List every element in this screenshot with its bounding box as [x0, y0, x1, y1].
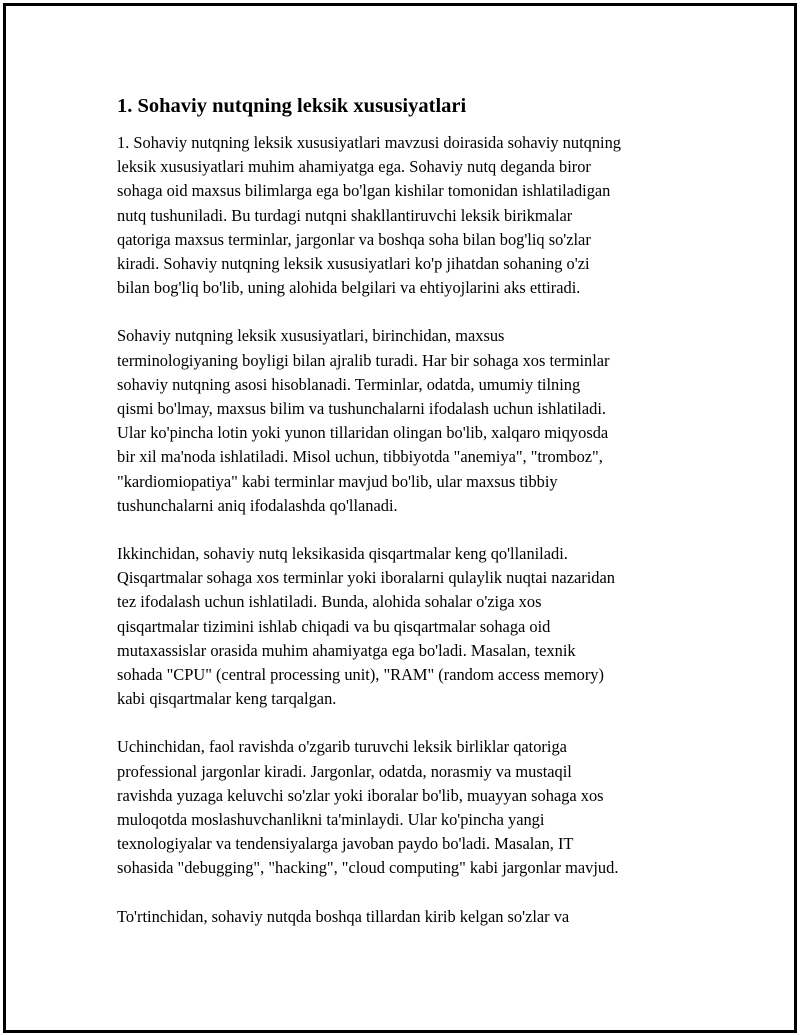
text-line: sohaviy nutqning asosi hisoblanadi. Terminlar, odatda, umumiy tilning	[117, 374, 581, 394]
text-line: qisqartmalar tizimini ishlab chiqadi va bu qisqartmalar sohaga oid	[117, 616, 551, 636]
text-line: kabi qisqartmalar keng tarqalgan.	[117, 689, 337, 709]
text-line: tushunchalarni aniq ifodalashda qo'llanadi.	[117, 495, 398, 515]
text-line: sohasida "debugging", "hacking", "cloud computing" kabi jargonlar mavjud.	[117, 858, 619, 878]
text-line: bilan bog'liq bo'lib, uning alohida belgilari va ehtiyojlarini aks ettiradi.	[117, 278, 581, 298]
text-line: leksik xususiyatlari muhim ahamiyatga ega. Sohaviy nutq deganda biror	[117, 157, 591, 177]
paragraph-5	[117, 905, 692, 929]
section-heading: 1. Sohaviy nutqning leksik xususiyatlari	[117, 95, 467, 117]
text-line: kiradi. Sohaviy nutqning leksik xususiyatlari ko'p jihatdan sohaning o'zi	[117, 254, 590, 274]
text-line: nutq tushuniladi. Bu turdagi nutqni shakllantiruvchi leksik birikmalar	[117, 205, 573, 225]
text-line: To'rtinchidan, sohaviy nutqda boshqa tillardan kirib kelgan so'zlar va	[117, 906, 570, 926]
text-line: Ikkinchidan, sohaviy nutq leksikasida qisqartmalar keng qo'llaniladi.	[117, 544, 568, 564]
text-line: terminologiyaning boyligi bilan ajralib turadi. Har bir sohaga xos terminlar	[117, 350, 610, 370]
document-body	[117, 92, 692, 953]
text-line: ravishda yuzaga keluvchi so'zlar yoki iboralar bo'lib, muayyan sohaga xos	[117, 785, 604, 805]
text-line: texnologiyalar va tendensiyalarga javoban paydo bo'ladi. Masalan, IT	[117, 834, 574, 854]
text-line: tez ifodalash uchun ishlatiladi. Bunda, alohida sohalar o'ziga xos	[117, 592, 542, 612]
text-line: sohaga oid maxsus bilimlarga ega bo'lgan kishilar tomonidan ishlatiladigan	[117, 181, 611, 201]
paragraph-4	[117, 735, 692, 880]
text-line: Ular ko'pincha lotin yoki yunon tillaridan olingan bo'lib, xalqaro miqyosda	[117, 423, 609, 443]
text-line: Uchinchidan, faol ravishda o'zgarib turuvchi leksik birliklar qatoriga	[117, 737, 567, 757]
paragraph-1	[117, 131, 692, 300]
text-line: Sohaviy nutqning leksik xususiyatlari, birinchidan, maxsus	[117, 326, 505, 346]
paragraph-2	[117, 324, 692, 518]
text-line: Qisqartmalar sohaga xos terminlar yoki iboralarni qulaylik nuqtai nazaridan	[117, 568, 615, 588]
text-line: qismi bo'lmay, maxsus bilim va tushunchalarni ifodalash uchun ishlatiladi.	[117, 399, 606, 419]
paragraph-3	[117, 542, 692, 711]
text-line: muloqotda moslashuvchanlikni ta'minlaydi. Ular ko'pincha yangi	[117, 810, 545, 830]
text-line: professional jargonlar kiradi. Jargonlar, odatda, norasmiy va mustaqil	[117, 761, 572, 781]
text-line: sohada "CPU" (central processing unit), "RAM" (random access memory)	[117, 665, 604, 685]
text-line: mutaxassislar orasida muhim ahamiyatga ega bo'ladi. Masalan, texnik	[117, 640, 576, 660]
text-line: bir xil ma'noda ishlatiladi. Misol uchun, tibbiyotda "anemiya", "tromboz",	[117, 447, 603, 467]
text-line: qatoriga maxsus terminlar, jargonlar va boshqa soha bilan bog'liq so'zlar	[117, 229, 591, 249]
text-line: 1. Sohaviy nutqning leksik xususiyatlari mavzusi doirasida sohaviy nutqning	[117, 133, 621, 152]
text-line: "kardiomiopatiya" kabi terminlar mavjud bo'lib, ular maxsus tibbiy	[117, 471, 558, 491]
